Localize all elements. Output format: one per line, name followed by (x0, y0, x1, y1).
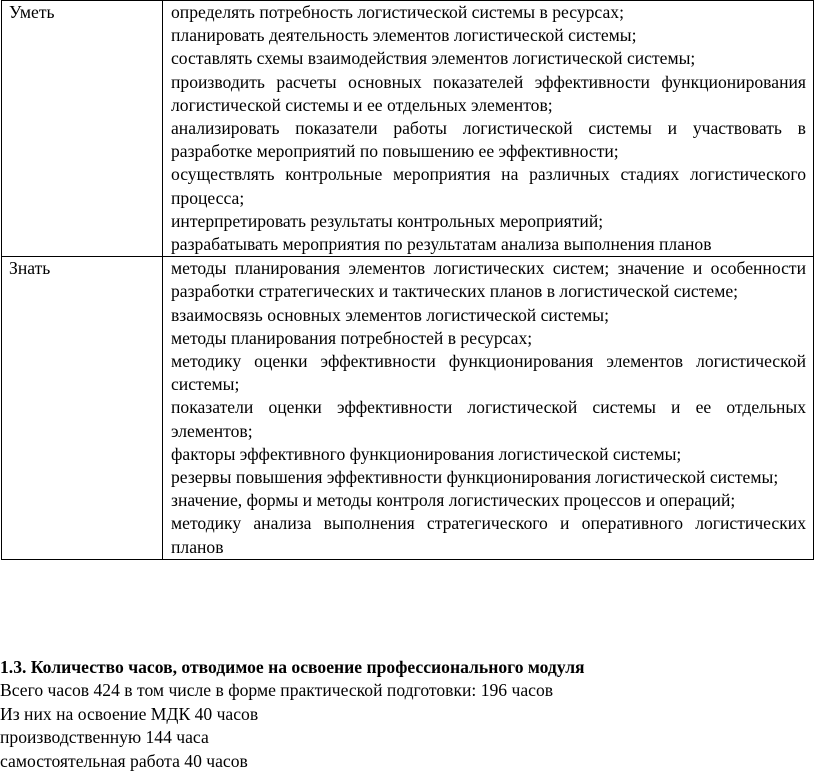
list-item: резервы повышения эффективности функционирования логистической системы; (171, 467, 779, 488)
row-label: Знать (2, 257, 163, 560)
row-content (163, 1, 814, 257)
list-item: значение, формы и методы контроля логистических процессов и операций; (171, 490, 736, 511)
list-item: осуществлять контрольные мероприятия на различных стадиях логистического процесса; (171, 164, 806, 208)
list-item: составлять схемы взаимодействия элементов логистической системы; (171, 48, 696, 69)
list-item: показатели оценки эффективности логистической системы и ее отдельных элементов; (171, 397, 806, 441)
list-item: методы планирования элементов логистических систем; значение и особенности разработки стратегических и тактических планов в логистической системе; (171, 258, 806, 302)
hours-section (0, 656, 816, 773)
row-label: Уметь (2, 1, 163, 257)
list-item: определять потребность логистической системы в ресурсах; (171, 2, 624, 22)
table-row-umet (2, 1, 814, 257)
section-line: производственную 144 часа (0, 727, 209, 748)
list-item: планировать деятельность элементов логистической системы; (171, 25, 637, 46)
list-item: анализировать показатели работы логистической системы и участвовать в разработке мероприятий по повышению ее эффективности; (171, 118, 806, 162)
section-line: самостоятельная работа 40 часов (0, 750, 248, 771)
section-line: Из них на освоение МДК 40 часов (0, 703, 259, 724)
section-heading: 1.3. Количество часов, отводимое на освоение профессионального модуля (0, 657, 585, 677)
list-item: методику анализа выполнения стратегического и оперативного логистических планов (171, 513, 806, 557)
list-item: методы планирования потребностей в ресурсах; (171, 327, 533, 348)
list-item: факторы эффективного функционирования логистической системы; (171, 443, 682, 464)
list-item: методику оценки эффективности функционирования элементов логистической системы; (171, 351, 806, 395)
table-row-znat (2, 257, 814, 560)
list-item: производить расчеты основных показателей эффективности функционирования логистической системы и ее отдельных элементов; (171, 71, 806, 115)
list-item: взаимосвязь основных элементов логистической системы; (171, 304, 609, 325)
competency-table (1, 0, 814, 560)
list-item: разрабатывать мероприятия по результатам анализа выполнения планов (171, 234, 712, 255)
list-item: интерпретировать результаты контрольных мероприятий; (171, 210, 604, 231)
row-content (163, 257, 814, 560)
section-line: Всего часов 424 в том числе в форме практической подготовки: 196 часов (0, 680, 554, 701)
